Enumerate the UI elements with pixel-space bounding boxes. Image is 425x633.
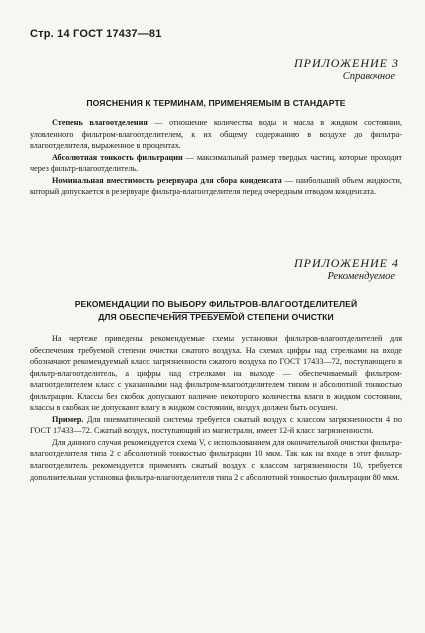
example-text: Для пневматической системы требуется сжатый воздух с классом загрязненности 4 по ГОСТ 17433—72. Сжатый воздух, поступающий из магистрали, имеет 12-й класс загрязненности. <box>30 414 402 436</box>
appendix-4-heading-line-1: РЕКОМЕНДАЦИИ ПО ВЫБОРУ ФИЛЬТРОВ-ВЛАГООТДЕЛИТЕЛЕЙ <box>74 299 358 309</box>
term-name: Степень влагоотделения <box>52 118 148 127</box>
appendix-4-title: ПРИЛОЖЕНИЕ 4 <box>294 256 399 270</box>
term-definition: — максимальный размер твердых частиц, которые проходят через фильтр-влагоотделитель. <box>30 152 402 174</box>
appendix-3-terms <box>30 117 402 198</box>
term-name: Номинальная вместимость резервуара для сбора конденсата <box>52 175 282 185</box>
term-definition: — наибольший объем жидкости, который допускается в резервуаре фильтра-влагоотделителя перед очередным отводом конденсата. <box>30 175 402 197</box>
term-name: Абсолютная тонкость фильтрации <box>52 152 183 162</box>
term-paragraph <box>30 152 402 175</box>
term-paragraph <box>30 117 402 152</box>
body-paragraph: Для данного случая рекомендуется схема V, с использованием для окончательной очистки фильтра-влагоотделителя типа 2 с абсолютной тонкостью фильтрации 10 мкм. Так как на входе в этот фильтр-влагоотделитель рекомендуется применять сжатый воздух с классом загрязненности 10, требуется дополнительная установка фильтра-влагоотделителя типа 2 с абсолютной тонкостью фильтрации 80 мкм. <box>30 437 402 482</box>
page-header: Стр. 14 ГОСТ 17437—81 <box>30 28 162 40</box>
appendix-3-heading: ПОЯСНЕНИЯ К ТЕРМИНАМ, ПРИМЕНЯЕМЫМ В СТАНДАРТЕ <box>86 98 346 108</box>
example-label: Пример. <box>52 414 84 424</box>
term-definition: — отношение количества воды и масла в жидком состоянии, уловленного фильтром-влагоотделителем, к их общему содержанию в воздухе до фильтра-влагоотделителя, выраженное в процентах. <box>30 118 402 151</box>
term-paragraph <box>30 175 402 198</box>
appendix-3-title: ПРИЛОЖЕНИЕ 3 <box>294 56 399 70</box>
appendix-4-body <box>30 333 402 483</box>
appendix-4-subtitle: Рекомендуемое <box>327 271 395 282</box>
body-paragraph: На чертеже приведены рекомендуемые схемы установки фильтров-влагоотделителей для обеспечения требуемой степени очистки сжатого воздуха. На схемах цифры над стрелками на входе обозначают рекомендуемый класс загрязненности сжатого воздуха по ГОСТ 17433—72, поступающего в фильтр-влагоотделитель, а цифры над стрелками на выходе — обеспечиваемый фильтром-влагоотделителем класс с указанными над фильтром-влагоотделителем типом и абсолютной тонкостью фильтрации. Классы без скобок допускают наличие некоторого количества влаги в жидком состоянии, классы в скобках не допускают влагу в жидком состоянии, воздух должен быть осушен. <box>30 334 402 413</box>
appendix-3-subtitle: Справочное <box>342 71 395 82</box>
appendix-4-heading-line-2: ДЛЯ ОБЕСПЕЧЕНИЯ ТРЕБУЕМОЙ СТЕПЕНИ ОЧИСТКИ <box>98 312 334 322</box>
example-paragraph <box>30 414 402 437</box>
